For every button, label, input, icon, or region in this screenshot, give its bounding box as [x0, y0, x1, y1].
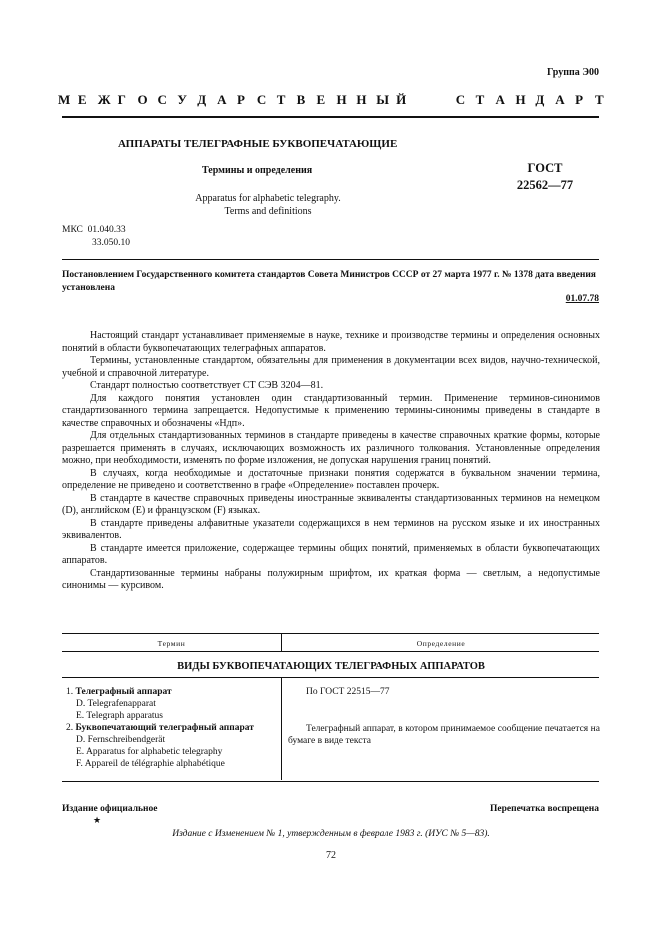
group-code: Группа Э00: [547, 67, 599, 78]
banner-letter: Е: [316, 92, 326, 107]
banner-letter: Н: [515, 92, 526, 107]
banner-letter: С: [455, 92, 466, 107]
paragraph: Стандарт полностью соответствует СТ СЭВ 3204—81.: [90, 380, 324, 391]
decree-rule: [62, 259, 599, 260]
paragraph: В стандарте имеется приложение, содержащее термины общих понятий, применяемых в области буквопечатающих аппаратов.: [62, 542, 600, 566]
table-column-divider: [281, 677, 282, 780]
decree-text: Постановлением Государственного комитета стандартов Совета Министров СССР от 27 марта 1977 г. № 1378 дата введения установлена: [62, 270, 596, 293]
standard-banner: [58, 92, 604, 110]
star-icon: ★: [93, 815, 102, 825]
table-header-rule: [62, 651, 599, 652]
document-title: АППАРАТЫ ТЕЛЕГРАФНЫЕ БУКВОПЕЧАТАЮЩИЕ: [118, 138, 398, 150]
document-subtitle: Термины и определения: [202, 165, 313, 176]
banner-letter: А: [495, 92, 505, 107]
banner-letter: Г: [117, 92, 126, 107]
term-english: E. Telegraph apparatus: [76, 711, 163, 721]
banner-letter: В: [296, 92, 306, 107]
english-title: [168, 192, 368, 218]
banner-letter: Т: [595, 92, 604, 107]
amendment-note: Издание с Изменением № 1, утвержденным в феврале 1983 г. (ИУС № 5—83).: [172, 829, 490, 839]
banner-letter: Ы: [376, 92, 389, 107]
mks-code-2: 33.050.10: [92, 237, 130, 248]
term-item: 2. Буквопечатающий телеграфный аппарат: [66, 723, 254, 733]
term-german: D. Telegrafenapparat: [76, 699, 156, 709]
banner-letter: Е: [77, 92, 87, 107]
column-header-definition: Определение: [416, 639, 466, 648]
effective-date: 01.07.78: [565, 294, 599, 304]
section-title: ВИДЫ БУКВОПЕЧАТАЮЩИХ ТЕЛЕГРАФНЫХ АППАРАТОВ: [177, 661, 485, 672]
official-edition: Издание официальное: [62, 804, 158, 814]
table-bottom-rule: [62, 781, 599, 782]
section-rule: [62, 677, 599, 678]
term-definition: Телеграфный аппарат, в котором принимаемое сообщение печатается на бумаге в виде текста: [288, 724, 600, 746]
paragraph: В случаях, когда необходимые и достаточные признаки понятия содержатся в буквальном значении термина, определение не приведено и соответственно в графе «Определение» поставлен прочерк.: [62, 467, 600, 491]
banner-letter: А: [555, 92, 565, 107]
banner-letter: Р: [575, 92, 584, 107]
intro-text: [62, 330, 600, 593]
mks-codes: [62, 224, 130, 249]
banner-letter: О: [137, 92, 148, 107]
paragraph: В стандарте приведены алфавитные указатели содержащихся в нем терминов на русском языке и их иностранных эквивалентов.: [62, 517, 600, 541]
terms-column: [66, 686, 276, 770]
banner-letter: Н: [356, 92, 367, 107]
paragraph: В стандарте в качестве справочных приведены иностранные эквиваленты стандартизованных терминов на немецком (D), английском (E) и французском (F) языках.: [62, 492, 600, 516]
term-german: D. Fernschreibendgerät: [76, 735, 166, 745]
banner-letter: Н: [336, 92, 347, 107]
banner-letter: Д: [197, 92, 207, 107]
gost-number: 22562—77: [516, 178, 574, 192]
paragraph: Для отдельных стандартизованных терминов в стандарте приведены в качестве справочных краткие формы, которые разрешается применять в случаях, исключающих возможность их различного толкования. Установленные определения можно, при необходимости, изменять по форме изложения, не допуская нарушения границ понятий.: [62, 430, 600, 466]
banner-letter: А: [217, 92, 227, 107]
paragraph: Стандартизованные термины набраны полужирным шрифтом, их краткая форма — светлым, а недопустимые синонимы — курсивом.: [62, 567, 600, 591]
mks-label: МКС: [62, 225, 83, 235]
gost-label: ГОСТ: [527, 161, 563, 175]
paragraph: Настоящий стандарт устанавливает применяемые в науке, технике и производстве термины и определения основных понятий в области буквопечатающих телеграфных аппаратов.: [62, 330, 600, 354]
reprint-prohibited: Перепечатка воспрещена: [489, 804, 599, 814]
definitions-column: [288, 686, 600, 747]
english-title-line2: Terms and definitions: [224, 206, 312, 217]
column-header-term: Термин: [157, 639, 186, 648]
header-rule: [62, 116, 599, 118]
banner-letter: С: [256, 92, 267, 107]
term-definition: По ГОСТ 22515—77: [306, 687, 390, 697]
mks-code-1: 01.040.33: [87, 225, 126, 235]
banner-letter: С: [157, 92, 167, 107]
banner-letter: У: [177, 92, 187, 107]
banner-letter: Т: [276, 92, 286, 107]
term-name: Телеграфный аппарат: [75, 687, 172, 697]
page-number: 72: [326, 850, 336, 861]
paragraph: Термины, установленные стандартом, обязательны для применения в документации всех видов, научно-технической, учебной и справочной литературе.: [62, 355, 600, 379]
english-title-line1: Apparatus for alphabetic telegraphy.: [195, 193, 341, 204]
gost-designation: [505, 160, 585, 194]
table-top-rule: [62, 633, 599, 634]
paragraph: Для каждого понятия установлен один стандартизованный термин. Применение терминов-синонимов стандартизованного термина запрещается. Недопустимые к применению термины-синонимы приведены в стандарте в качестве справочных и обозначены «Ндп».: [62, 392, 600, 429]
banner-letter: Д: [535, 92, 545, 107]
term-name: Буквопечатающий телеграфный аппарат: [75, 723, 254, 733]
term-english: E. Apparatus for alphabetic telegraphy: [76, 747, 223, 757]
term-item: 1. Телеграфный аппарат: [66, 687, 172, 697]
banner-letter: Т: [475, 92, 485, 107]
term-french: F. Appareil de télégraphie alphabétique: [76, 759, 225, 769]
banner-letter: Ж: [97, 92, 111, 107]
banner-letter: Й: [396, 92, 407, 107]
banner-letter: М: [58, 92, 71, 107]
banner-letter: Р: [237, 92, 245, 107]
